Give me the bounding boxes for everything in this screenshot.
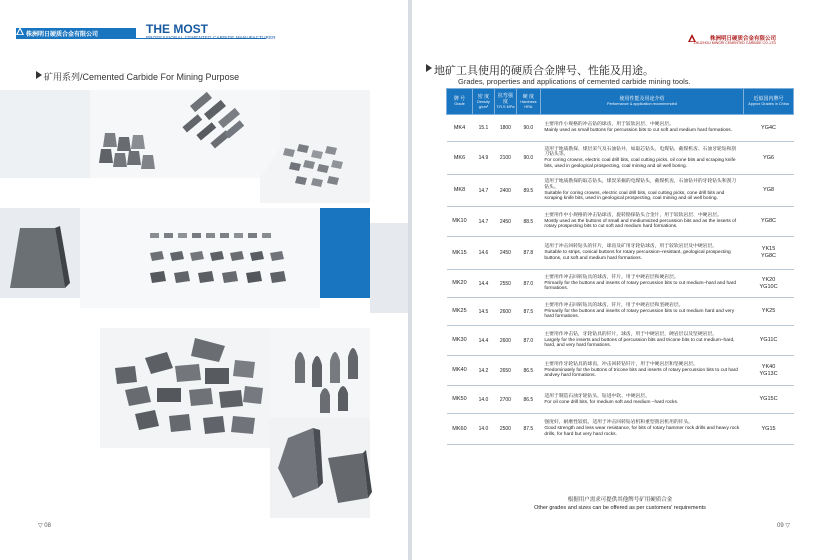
grade-cell: MK4 xyxy=(447,115,473,142)
grade-cell: MK40 xyxy=(447,356,473,386)
application-text-en: Predominately for the buttons of tricone bits and inserts of rotary percussion bits to cut hard andvey hard formations. xyxy=(544,367,738,379)
grade-cell: MK30 xyxy=(447,326,473,356)
trs-cell: 2450 xyxy=(494,237,516,270)
col-header-application: 使用性能及用途介绍 Performance & application recommended xyxy=(540,89,743,115)
grade-cell: MK20 xyxy=(447,270,473,298)
grades-table xyxy=(446,88,794,445)
footnote-en: Other grades and sizes can be offered as per customers' requirements xyxy=(534,504,706,511)
hardness-cell: 87.5 xyxy=(516,414,540,445)
hardness-cell: 90.0 xyxy=(516,142,540,175)
right-page xyxy=(412,0,820,560)
trs-cell: 2400 xyxy=(494,175,516,207)
table-row xyxy=(447,414,794,445)
density-cell: 14.5 xyxy=(472,298,494,326)
company-logo-cn: 株洲明日硬质合金有限公司 xyxy=(709,36,776,42)
company-logo-en: ZHUZHOU MINGRI CEMENTED CARBIDE CO.,LTD xyxy=(693,41,776,45)
page-marker-icon: ▽ xyxy=(785,523,790,529)
equivalent-grade-cell: YG8 xyxy=(744,175,794,207)
grade-cell: MK6 xyxy=(447,142,473,175)
application-text-en: For oil cone drill bits, for medium soft and medium –hard rocks. xyxy=(544,399,679,405)
equivalent-grade-cell: YG15C xyxy=(744,386,794,414)
trs-cell: 2650 xyxy=(494,356,516,386)
hardness-cell: 87.5 xyxy=(516,298,540,326)
density-cell: 14.0 xyxy=(472,414,494,445)
density-cell: 14.0 xyxy=(472,386,494,414)
right-page-number-text: 09 xyxy=(777,523,784,529)
density-cell: 14.2 xyxy=(472,356,494,386)
equivalent-grade-cell: YG4C xyxy=(744,115,794,142)
left-page-number xyxy=(38,522,51,529)
application-text-en: For coring crowns, electric coal drill bits, coal cutting picks, oil cone bits and scraping knife bits, used in geological prospecting, coal mining and oil well boring. xyxy=(544,158,736,169)
brand-subtitle: PROFESSIONAL CEMENTED CARBIDE MANUFACTURER xyxy=(146,35,276,40)
table-row xyxy=(447,386,794,414)
hardness-cell: 86.5 xyxy=(516,386,540,414)
density-cell: 14.7 xyxy=(472,207,494,237)
application-text-en: Good strength and less wear resistance, for bits of rotary hammer rock drills and heavy rock drills, for hard but very hard rocks. xyxy=(544,426,740,437)
table-row xyxy=(447,142,794,175)
equivalent-grade-cell: YK25 xyxy=(744,298,794,326)
density-cell: 14.4 xyxy=(472,326,494,356)
application-text-cn: 强度好，耐磨性较低，适用于冲击回转钻岩机和重型凿岩机用的钎头。 xyxy=(544,420,694,426)
trs-cell: 2550 xyxy=(494,270,516,298)
application-text-cn: 适用于冲击回转钻头的钎片，球齿及矿用牙轮钻球齿，用于较软岩层及中硬岩层。 xyxy=(544,244,718,250)
density-cell: 14.4 xyxy=(472,270,494,298)
application-text-cn: 适用于制造石油牙轮钻头，钻进中软、中硬岩层。 xyxy=(544,393,650,399)
trs-cell: 2450 xyxy=(494,207,516,237)
application-cell xyxy=(540,237,743,270)
equivalent-grade-cell: YG6 xyxy=(744,142,794,175)
equivalent-grade-cell: YG8C xyxy=(744,207,794,237)
col-header-grade: 牌 号 Grade xyxy=(447,89,473,115)
hardness-cell: 90.0 xyxy=(516,115,540,142)
application-cell xyxy=(540,356,743,386)
photo-panel-accent xyxy=(320,208,370,298)
hardness-cell: 87.0 xyxy=(516,270,540,298)
density-cell: 14.9 xyxy=(472,142,494,175)
application-cell xyxy=(540,414,743,445)
trs-cell: 2600 xyxy=(494,298,516,326)
table-title-en: Grades, properties and applications of cemented carbide mining tools. xyxy=(458,77,691,86)
application-cell xyxy=(540,175,743,207)
right-page-number xyxy=(777,522,790,529)
density-cell: 15.1 xyxy=(472,115,494,142)
trs-cell: 1800 xyxy=(494,115,516,142)
grade-cell: MK25 xyxy=(447,298,473,326)
grade-cell: MK15 xyxy=(447,237,473,270)
application-text-cn: 主要用作小规格的冲击钻的球齿，用于较软岩层、中硬岩层。 xyxy=(544,122,674,128)
hardness-cell: 88.5 xyxy=(516,207,540,237)
application-text-en: Mostly used as the buttons of small and mediumsized percussion bits and as the inserts of rotary prospecting bits to cut soft and medium hard formations. xyxy=(544,218,737,230)
grade-cell: MK60 xyxy=(447,414,473,445)
equivalent-grade-cell: YK15 YG8C xyxy=(744,237,794,270)
application-cell xyxy=(540,115,743,142)
equivalent-grade-cell: YK40 YG13C xyxy=(744,356,794,386)
application-cell xyxy=(540,207,743,237)
application-text-cn: 主要用作冲击回转钻具的球齿，钎片，用于中硬岩层和硬岩层。 xyxy=(544,274,679,280)
table-row xyxy=(447,207,794,237)
trs-cell: 2100 xyxy=(494,142,516,175)
hardness-cell: 87.8 xyxy=(516,237,540,270)
table-row xyxy=(447,115,794,142)
section-arrow-icon xyxy=(426,64,432,72)
application-cell xyxy=(540,142,743,175)
table-title-cn: 地矿工具使用的硬质合金牌号、性能及用途。 xyxy=(434,65,654,77)
page-marker-icon: ▽ xyxy=(38,523,43,529)
application-text-cn: 主要用作冲击钻，牙轮钻具的钎片，球齿，用于中硬岩层，硬岩层以及坚硬岩层。 xyxy=(544,331,718,337)
application-text-en: Primarily for the buttons and inserts of rotary percussion bits to cut medium–hard and hard formations. xyxy=(544,280,737,292)
grade-cell: MK8 xyxy=(447,175,473,207)
brand-title: THE MOST xyxy=(146,22,208,36)
product-photo-collage xyxy=(0,88,408,528)
company-logo-icon xyxy=(16,27,24,35)
col-header-trs: 抗弯强度 T.R.S MPa xyxy=(494,89,516,115)
application-text-cn: 主要用作牙轮钻具的球齿，冲击回转钻钎片，用于中硬岩层和坚硬岩层。 xyxy=(544,361,698,367)
equivalent-grade-cell: YK20 YG10C xyxy=(744,270,794,298)
application-text-cn: 主要用作冲击回转钻具的球齿，钎片，用于中硬岩层和坚硬岩层。 xyxy=(544,302,684,308)
equivalent-grade-cell: YG15 xyxy=(744,414,794,445)
application-text-en: Largely for the inserts and buttons of percussion bits and tricone bits to cut medium–hard, hard, and very hard formations. xyxy=(544,337,735,349)
table-row xyxy=(447,237,794,270)
application-text-cn: 主要用作中小规格的冲击钻球齿，旋转勘探钻头合金片，用于较软岩层、中硬岩层。 xyxy=(544,212,722,218)
table-row xyxy=(447,298,794,326)
table-row xyxy=(447,326,794,356)
left-page-number-text: 08 xyxy=(44,523,51,529)
density-cell: 14.6 xyxy=(472,237,494,270)
footnote-cn: 根据用户需求可提供其他牌号矿用硬质合金 xyxy=(567,497,673,503)
application-text-cn: 适用于地质勘探、煤层采气及石油钻井，如取芯钻头、电煤钻、截煤机齿、石油牙轮钻和刮刀钻头等。 xyxy=(544,146,737,158)
application-cell xyxy=(540,386,743,414)
hardness-cell: 86.5 xyxy=(516,356,540,386)
application-text-en: Suitable for coring crowns, electric coal drill bits, coal cutting picks, cone drill bits and scraping knife bits, used in geological prospecting, coal mining and oil well boring. xyxy=(544,190,725,202)
trs-cell: 2600 xyxy=(494,326,516,356)
application-cell xyxy=(540,270,743,298)
section-arrow-icon xyxy=(36,71,42,79)
section-title: 矿用系列/Cemented Carbide For Mining Purpose xyxy=(44,72,240,82)
hardness-cell: 89.5 xyxy=(516,175,540,207)
application-text-en: Mainly used as small buttons for percussion bits to cut soft and medium hard formations. xyxy=(544,128,733,133)
table-row xyxy=(447,270,794,298)
table-footnote xyxy=(446,497,794,512)
application-text-en: Primarily for the buttons and inserts of rotary percussion bits to cut medium hard and very hard formations. xyxy=(544,308,735,320)
trs-cell: 2700 xyxy=(494,386,516,414)
application-cell xyxy=(540,298,743,326)
application-text-cn: 适用于地质勘探的取芯钻头，煤炭采掘的电煤钻头，截煤机齿，石油钻井的牙轮钻头和刮刀钻头。 xyxy=(544,179,737,190)
table-row xyxy=(447,175,794,207)
hardness-cell: 87.0 xyxy=(516,326,540,356)
company-name-cn: 株洲明日硬质合金有限公司 xyxy=(26,32,99,38)
left-page xyxy=(0,0,408,560)
grade-cell: MK50 xyxy=(447,386,473,414)
photo-panel-1-bg xyxy=(0,90,90,178)
table-row xyxy=(447,356,794,386)
equivalent-grade-cell: YG11C xyxy=(744,326,794,356)
table-header-row xyxy=(447,89,794,115)
col-header-hardness: 硬 度 Hardness HRA xyxy=(516,89,540,115)
col-header-equivalent: 近似国内牌号 Approx Grades in China xyxy=(744,89,794,115)
application-text-en: Suitable to strips, conical buttons for rotary percussion–resistant, geological prospecting buttons, cut soft and medium hard formations. xyxy=(544,250,731,261)
col-header-density: 密 度 Density g/cm³ xyxy=(472,89,494,115)
grade-cell: MK10 xyxy=(447,207,473,237)
application-cell xyxy=(540,326,743,356)
trs-cell: 2500 xyxy=(494,414,516,445)
density-cell: 14.7 xyxy=(472,175,494,207)
